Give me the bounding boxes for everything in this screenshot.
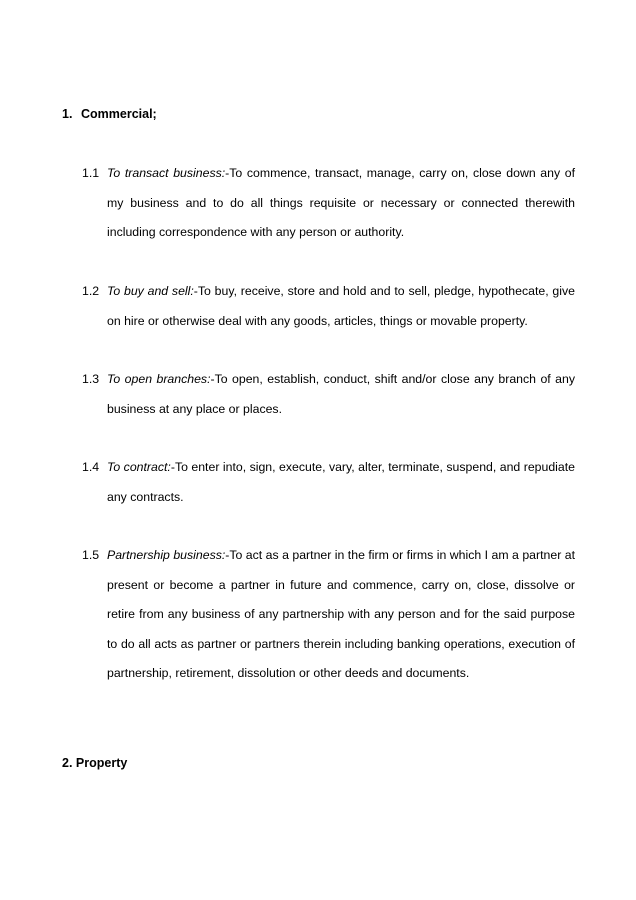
clause-number: 1.4 [82, 460, 100, 474]
clause-1-1 [82, 159, 575, 248]
clause-text: -To open, establish, conduct, shift and/or close any branch of any business at any place or places. [107, 372, 575, 416]
clause-body [107, 541, 575, 689]
section-2-number: 2. [62, 756, 73, 770]
clause-body [107, 159, 575, 248]
clause-body [107, 277, 575, 336]
clause-body [107, 453, 575, 512]
clause-title: To buy and sell: [107, 284, 194, 298]
clause-text: -To commence, transact, manage, carry on, close down any of my business and to do all things requisite or necessary or connected therewith including correspondence with any person or authority. [107, 166, 575, 239]
clause-text: -To enter into, sign, execute, vary, alter, terminate, suspend, and repudiate any contracts. [107, 460, 576, 504]
section-1-title: Commercial; [81, 107, 157, 121]
clause-text: -To act as a partner in the firm or firms in which I am a partner at present or become a partner in future and commence, carry on, close, dissolve or retire from any business of any partnership with any person and for the said purpose to do all acts as partner or partners therein including banking operations, execution of partnership, retirement, dissolution or other deeds and documents. [107, 548, 575, 680]
section-2-heading [62, 756, 127, 770]
clause-title: Partnership business: [107, 548, 226, 562]
clause-1-3 [82, 365, 575, 424]
section-1-heading [62, 107, 157, 121]
clause-number: 1.5 [82, 548, 100, 562]
clause-1-4 [82, 453, 575, 512]
clause-number: 1.1 [82, 166, 100, 180]
clause-body [107, 365, 575, 424]
clause-1-5 [82, 541, 575, 689]
clause-text: -To buy, receive, store and hold and to sell, pledge, hypothecate, give on hire or otherwise deal with any goods, articles, things or movable property. [107, 284, 575, 328]
clause-title: To contract: [107, 460, 171, 474]
clause-number: 1.2 [82, 284, 100, 298]
clause-title: To transact business: [107, 166, 226, 180]
section-1-number: 1. [62, 107, 73, 121]
clause-title: To open branches: [107, 372, 211, 386]
clause-number: 1.3 [82, 372, 100, 386]
clause-1-2 [82, 277, 575, 336]
section-2-title: Property [75, 756, 128, 770]
